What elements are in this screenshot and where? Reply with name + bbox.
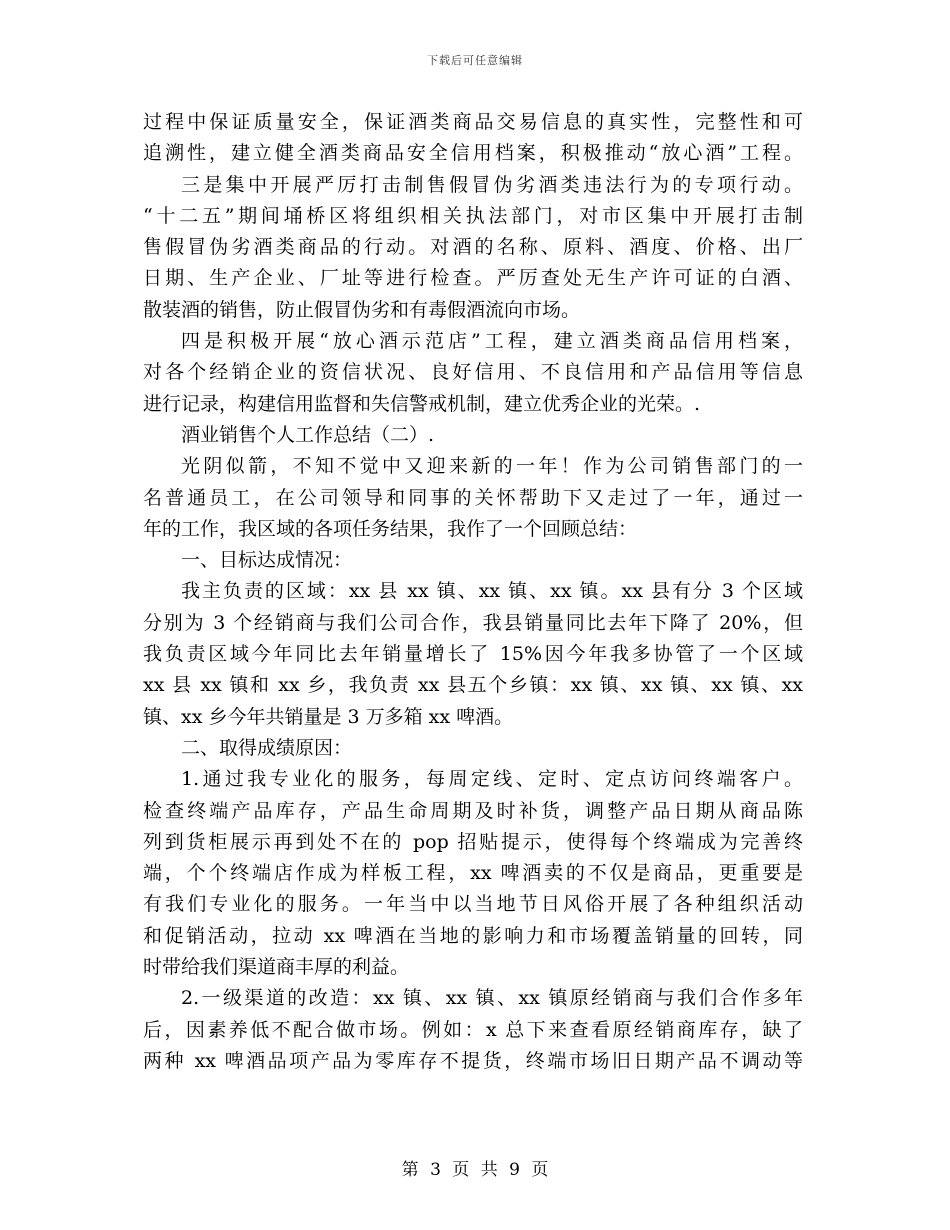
text-line: 二、取得成绩原因： xyxy=(181,736,353,759)
text-line: 时带给我们渠道商丰厚的利益。 xyxy=(143,956,410,979)
text-line: 光阴似箭，不知不觉中又迎来新的一年！作为公司销售部门的一 xyxy=(181,455,803,478)
text-line: 酒业销售个人工作总结（二）. xyxy=(181,423,435,446)
text-line: 2.一级渠道的改造：xx 镇、xx 镇、xx 镇原经销商与我们合作多年 xyxy=(181,987,803,1010)
text-line: 对各个经销企业的资信状况、良好信用、不良信用和产品信用等信息 xyxy=(143,361,803,384)
text-line: 日期、生产企业、厂址等进行检查。严厉查处无生产许可证的白酒、 xyxy=(143,267,803,290)
text-line: 后，因素养低不配合做市场。例如：x 总下来查看原经销商库存，缺了 xyxy=(143,1018,803,1041)
page-footer: 第 3 页 共 9 页 xyxy=(401,1160,549,1180)
text-line: 名普通员工，在公司领导和同事的关怀帮助下又走过了一年，通过一 xyxy=(143,486,803,509)
text-line: 检查终端产品库存，产品生命周期及时补货，调整产品日期从商品陈 xyxy=(143,799,803,822)
text-line: 分别为 3 个经销商与我们公司合作，我县销量同比去年下降了 20%，但 xyxy=(143,611,803,634)
text-line: 我负责区域今年同比去年销量增长了 15%因今年我多协管了一个区域 xyxy=(143,643,803,666)
text-line: 两种 xx 啤酒品项产品为零库存不提货，终端市场旧日期产品不调动等 xyxy=(143,1049,803,1072)
text-line: 镇、xx 乡今年共销量是 3 万多箱 xx 啤酒。 xyxy=(143,705,514,728)
text-line: 三是集中开展严厉打击制售假冒伪劣酒类违法行为的专项行动。 xyxy=(181,173,803,196)
text-line: 进行记录，构建信用监督和失信警戒机制，建立优秀企业的光荣。. xyxy=(143,392,701,415)
text-line: 一、目标达成情况： xyxy=(181,549,353,572)
text-line: 端，个个终端店作成为样板工程，xx 啤酒卖的不仅是商品，更重要是 xyxy=(143,862,803,885)
text-line: 1.通过我专业化的服务，每周定线、定时、定点访问终端客户。 xyxy=(181,768,803,791)
document-body xyxy=(143,107,803,1077)
text-line: xx 县 xx 镇和 xx 乡，我负责 xx 县五个乡镇：xx 镇、xx 镇、xx 镇、xx xyxy=(143,674,803,697)
text-line: 和促销活动，拉动 xx 啤酒在当地的影响力和市场覆盖销量的回转，同 xyxy=(143,924,803,947)
text-line: “十二五”期间埇桥区将组织相关执法部门，对市区集中开展打击制 xyxy=(143,204,803,227)
text-line: 过程中保证质量安全，保证酒类商品交易信息的真实性，完整性和可 xyxy=(143,111,803,133)
text-line: 列到货柜展示再到处不在的 pop 招贴提示，使得每个终端成为完善终 xyxy=(143,830,803,853)
page-header: 下载后可任意编辑 xyxy=(427,54,523,67)
text-line: 四是积极开展“放心酒示范店”工程，建立酒类商品信用档案， xyxy=(181,330,803,353)
text-line: 有我们专业化的服务。一年当中以当地节日风俗开展了各种组织活动 xyxy=(143,893,803,916)
text-line: 散装酒的销售，防止假冒伪劣和有毒假酒流向市场。 xyxy=(143,298,581,321)
text-line: 追溯性，建立健全酒类商品安全信用档案，积极推动“放心酒”工程。 xyxy=(143,142,803,165)
text-line: 我主负责的区域：xx 县 xx 镇、xx 镇、xx 镇。xx 县有分 3 个区域 xyxy=(181,580,803,603)
text-line: 年的工作，我区域的各项任务结果，我作了一个回顾总结： xyxy=(143,517,638,540)
text-line: 售假冒伪劣酒类商品的行动。对酒的名称、原料、酒度、价格、出厂 xyxy=(143,236,803,259)
